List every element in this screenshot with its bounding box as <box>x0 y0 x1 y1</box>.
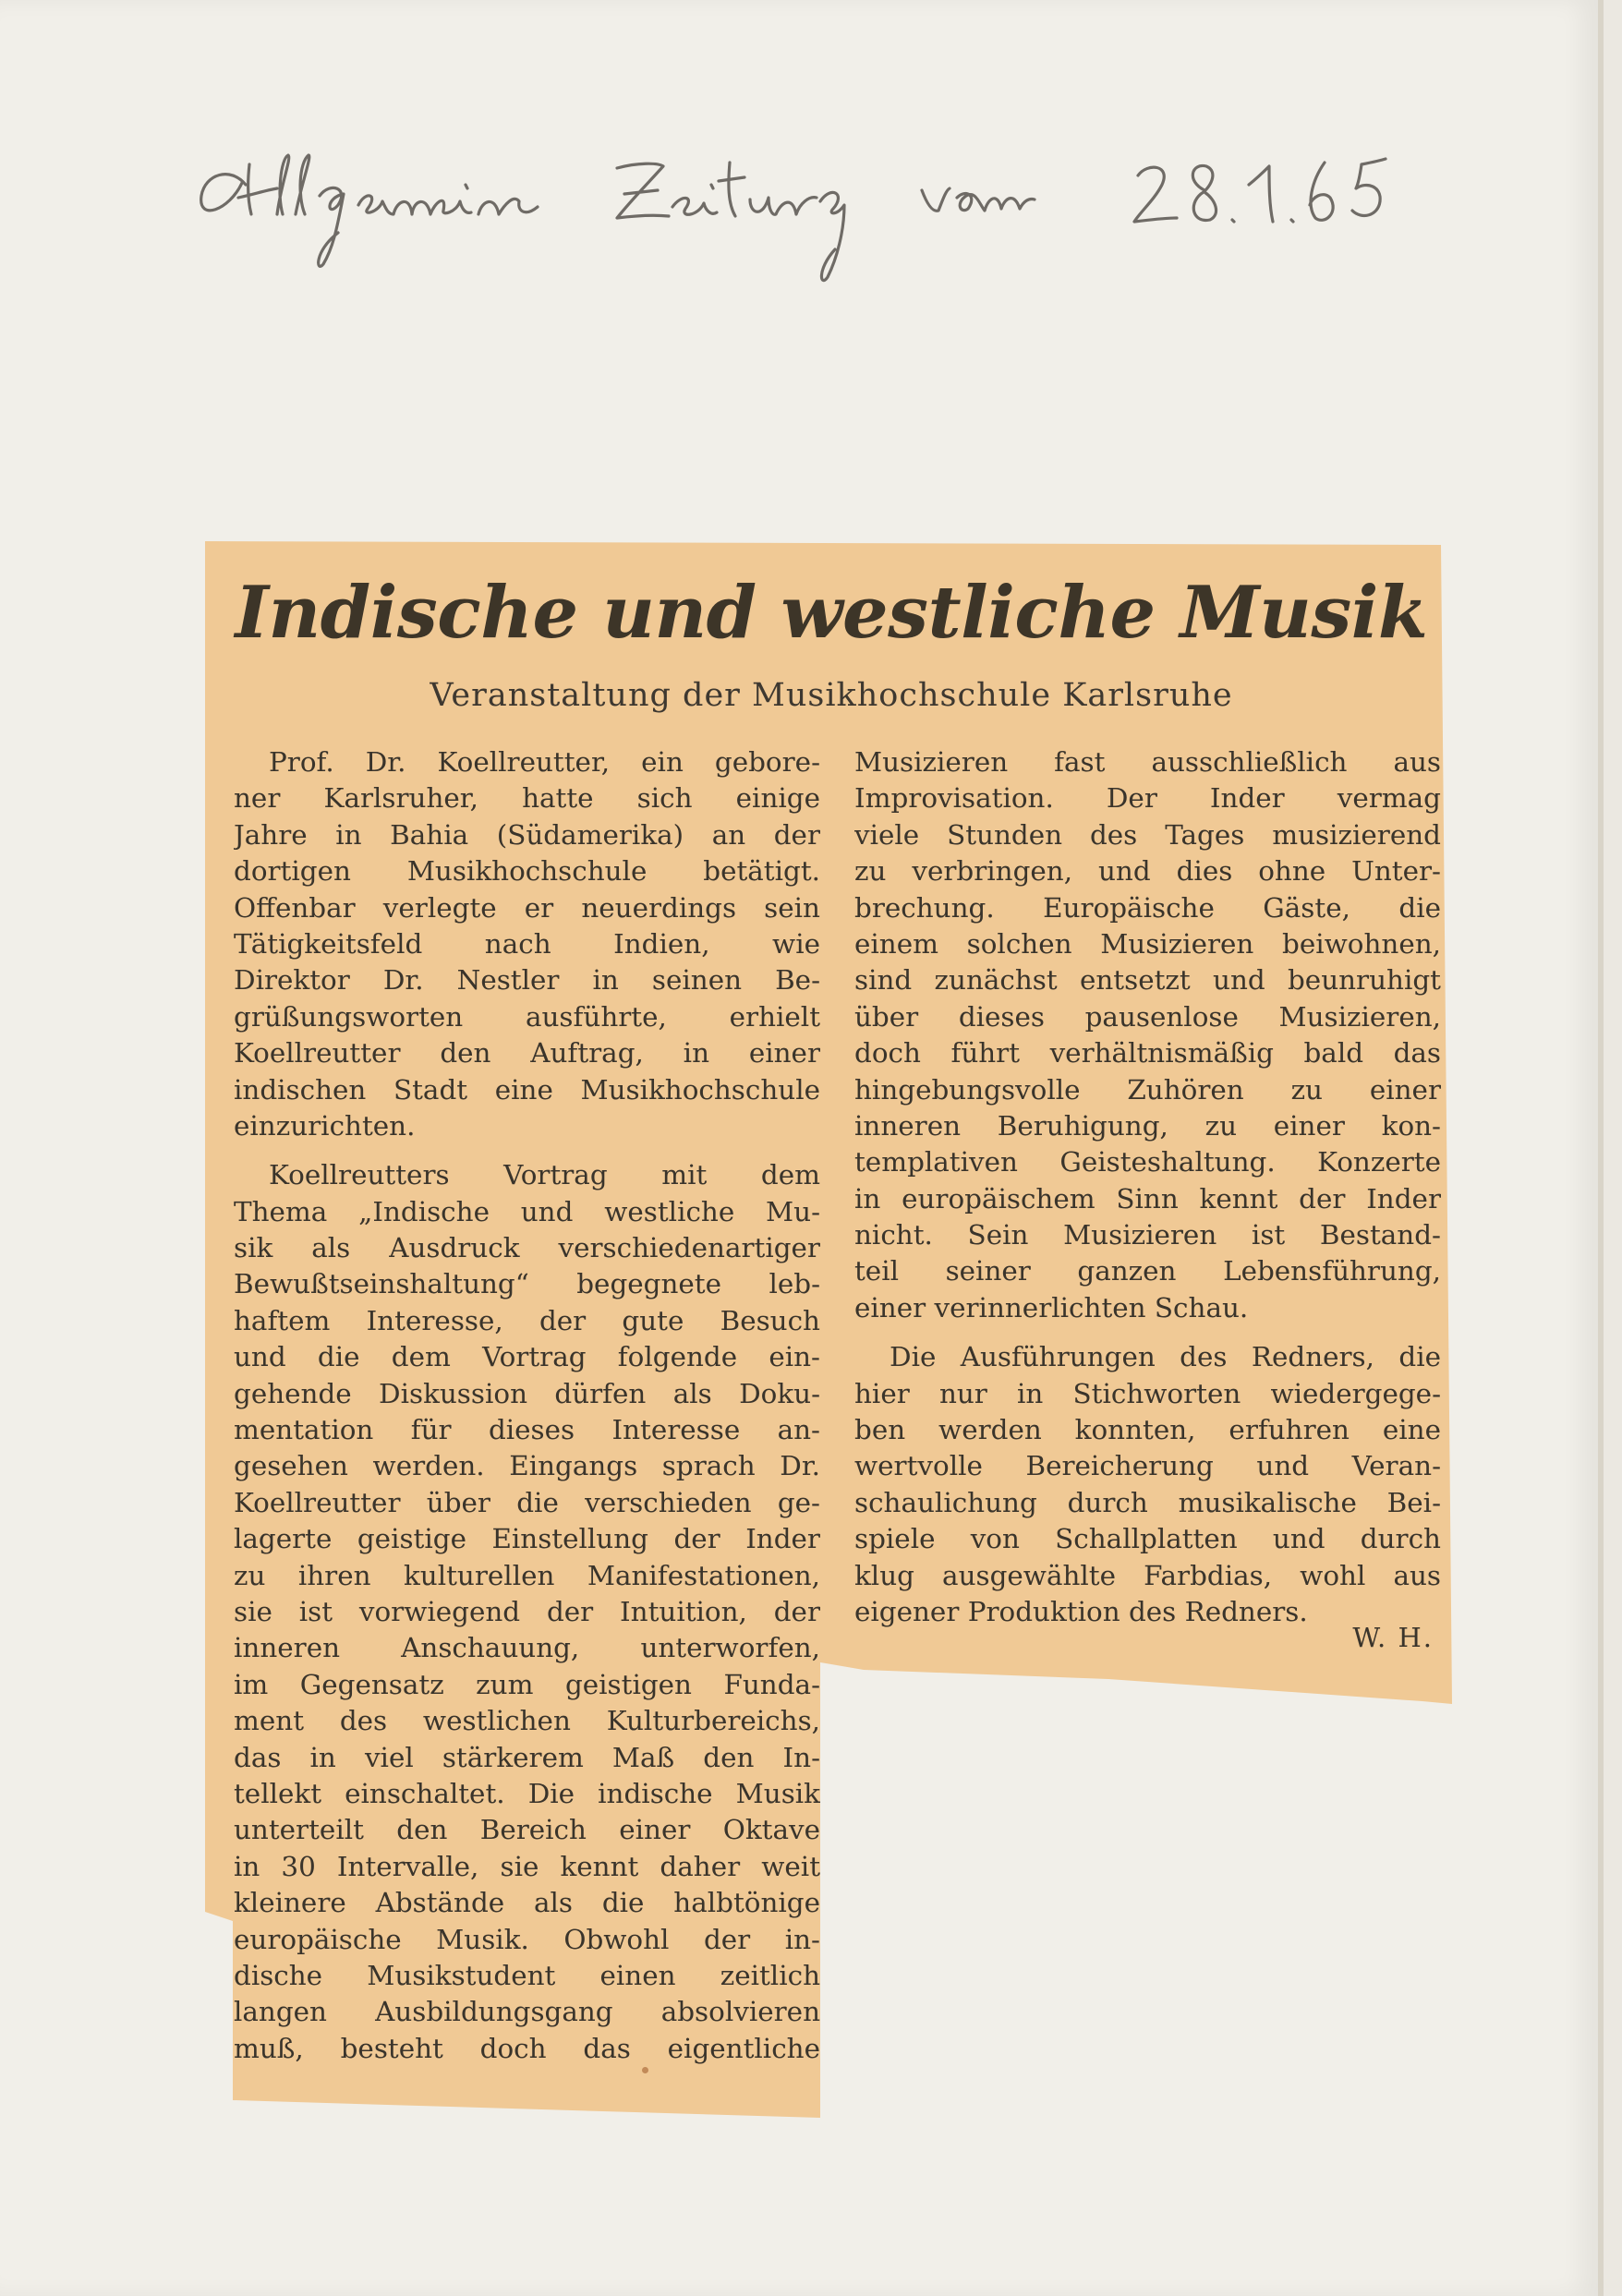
article-line: sind zunächst entsetzt und beunruhigt <box>854 964 1441 997</box>
article-subheadline: Veranstaltung der Musikhochschule Karlsruhe <box>430 677 1233 714</box>
article-line: dische Musikstudent einen zeitlich <box>234 1959 820 1991</box>
article-line: inneren Anschauung, unterworfen, <box>234 1632 820 1664</box>
article-line: Improvisation. Der Inder vermag <box>854 782 1441 815</box>
article-line: spiele von Schallplatten und durch <box>854 1523 1441 1555</box>
article-line: ben werden konnten, erfuhren eine <box>854 1414 1441 1446</box>
article-line: europäische Musik. Obwohl der in- <box>234 1923 820 1955</box>
article-line: templativen Geisteshaltung. Konzerte <box>854 1146 1441 1178</box>
article-line: einzurichten. <box>234 1109 416 1142</box>
article-line: muß, besteht doch das eigentliche <box>234 2032 820 2064</box>
article-line: ner Karlsruher, hatte sich einige <box>234 782 820 815</box>
article-line: und die dem Vortrag folgende ein- <box>234 1341 820 1373</box>
article-line: grüßungsworten ausführte, erhielt <box>234 1000 820 1033</box>
article-line: tellekt einschaltet. Die indische Musik <box>234 1777 820 1809</box>
article-line: mentation für dieses Interesse an- <box>234 1414 820 1446</box>
article-line: wertvolle Bereicherung und Veran- <box>854 1450 1441 1482</box>
article-line: indischen Stadt eine Musikhochschule <box>234 1073 820 1106</box>
article-line: Bewußtseinshaltung“ begegnete leb- <box>234 1268 820 1300</box>
article-headline: Indische und westliche Musik <box>235 571 1428 655</box>
article-line: über dieses pausenlose Musizieren, <box>854 1000 1441 1033</box>
article-line: ment des westlichen Kulturbereichs, <box>234 1705 820 1737</box>
article-line: nicht. Sein Musizieren ist Bestand- <box>854 1219 1441 1251</box>
article-line: Tätigkeitsfeld nach Indien, wie <box>234 927 820 960</box>
author-initials: W. H. <box>1352 1622 1434 1653</box>
article-line: sik als Ausdruck verschiedenartiger <box>234 1232 820 1264</box>
article-line: Thema „Indische und westliche Mu- <box>234 1195 820 1227</box>
article-line: kleinere Abstände als die halbtönige <box>234 1887 820 1919</box>
article-line: viele Stunden des Tages musizierend <box>854 818 1441 851</box>
article-line: doch führt verhältnismäßig bald das <box>854 1037 1441 1069</box>
paragraph-gap <box>234 1144 820 1157</box>
paper-speck <box>642 2067 648 2073</box>
article-line: Koellreutter den Auftrag, in einer <box>234 1037 820 1069</box>
article-line: Musizieren fast ausschließlich aus <box>854 746 1441 778</box>
article-line: Koellreutters Vortrag mit dem <box>269 1159 820 1191</box>
article-line: dortigen Musikhochschule betätigt. <box>234 855 820 888</box>
article-column-left <box>234 744 820 2067</box>
article-line: hingebungsvolle Zuhören zu einer <box>854 1073 1441 1106</box>
article-line: zu verbringen, und dies ohne Unter- <box>854 855 1441 888</box>
article-line: lagerte geistige Einstellung der Inder <box>234 1523 820 1555</box>
article-line: Offenbar verlegte er neuerdings sein <box>234 891 820 924</box>
article-line: das in viel stärkerem Maß den In- <box>234 1741 820 1773</box>
article-line: in 30 Intervalle, sie kennt daher weit <box>234 1850 820 1882</box>
article-line: inneren Beruhigung, zu einer kon- <box>854 1109 1441 1142</box>
article-line: Die Ausführungen des Redners, die <box>890 1341 1441 1373</box>
article-line: langen Ausbildungsgang absolvieren <box>234 1996 820 2028</box>
article-line: einem solchen Musizieren beiwohnen, <box>854 927 1441 960</box>
article-line: sie ist vorwiegend der Intuition, der <box>234 1595 820 1627</box>
article-line: haftem Interesse, der gute Besuch <box>234 1304 820 1336</box>
article-line: einer verinnerlichten Schau. <box>854 1291 1249 1323</box>
article-line: Koellreutter über die verschieden ge- <box>234 1486 820 1518</box>
article-line: zu ihren kulturellen Manifestationen, <box>234 1559 820 1591</box>
article-line: unterteilt den Bereich einer Oktave <box>234 1814 820 1846</box>
article-column-right <box>854 744 1441 1630</box>
article-line: schaulichung durch musikalische Bei- <box>854 1486 1441 1518</box>
article-line: klug ausgewählte Farbdias, wohl aus <box>854 1559 1441 1591</box>
article-line: Direktor Dr. Nestler in seinen Be- <box>234 964 820 997</box>
paragraph-gap <box>854 1326 1441 1339</box>
article-line: Prof. Dr. Koellreutter, ein gebore- <box>269 746 820 778</box>
article-line: gehende Diskussion dürfen als Doku- <box>234 1377 820 1409</box>
article-line: in europäischem Sinn kennt der Inder <box>854 1182 1441 1214</box>
article-line: teil seiner ganzen Lebensführung, <box>854 1255 1441 1287</box>
article-line: im Gegensatz zum geistigen Funda- <box>234 1668 820 1700</box>
article-line: eigener Produktion des Redners. <box>854 1595 1308 1627</box>
article-line: gesehen werden. Eingangs sprach Dr. <box>234 1450 820 1482</box>
article-line: Jahre in Bahia (Südamerika) an der <box>234 818 820 851</box>
article-line: hier nur in Stichworten wiedergege- <box>854 1377 1441 1409</box>
article-line: brechung. Europäische Gäste, die <box>854 891 1441 924</box>
